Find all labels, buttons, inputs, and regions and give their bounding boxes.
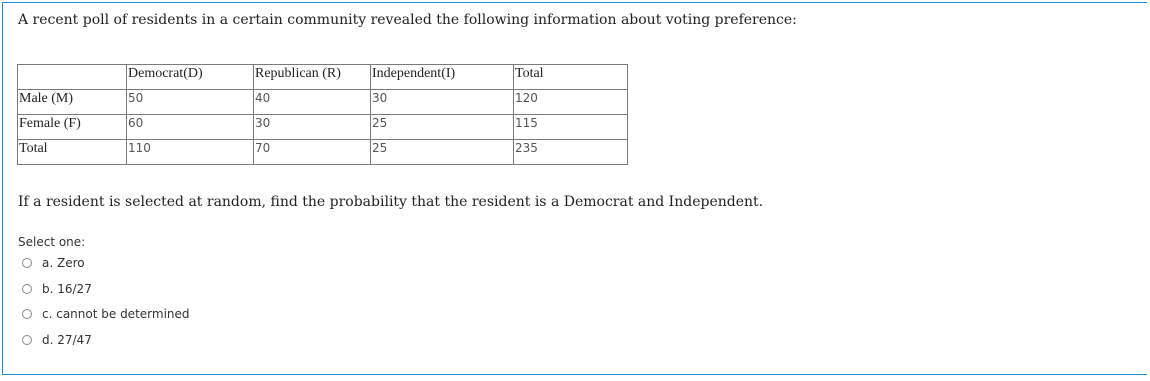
radio-button-icon[interactable]: [22, 258, 32, 268]
radio-button-icon[interactable]: [22, 309, 32, 319]
option-a[interactable]: [22, 256, 85, 270]
question-text: If a resident is selected at random, find the probability that the resident is a Democrat and Independent.: [18, 194, 764, 210]
option-label: b. 16/27: [42, 282, 92, 296]
table-cell: 70: [254, 140, 371, 165]
table-cell: 25: [371, 115, 514, 140]
intro-text: A recent poll of residents in a certain community revealed the following information about voting preference:: [18, 12, 797, 28]
table-cell: 120: [514, 90, 628, 115]
header-cell: Republican (R): [254, 65, 371, 90]
table-row: [18, 115, 628, 140]
table-cell: 25: [371, 140, 514, 165]
table-cell: 235: [514, 140, 628, 165]
table-cell: 40: [254, 90, 371, 115]
table-row: [18, 140, 628, 165]
voting-table: [17, 64, 628, 165]
header-cell: Total: [514, 65, 628, 90]
option-label: a. Zero: [42, 256, 85, 270]
table-header-row: [18, 65, 628, 90]
option-label: c. cannot be determined: [42, 307, 190, 321]
table-cell: 115: [514, 115, 628, 140]
row-label: Female (F): [18, 115, 127, 140]
header-cell: [18, 65, 127, 90]
option-b[interactable]: [22, 282, 92, 296]
radio-button-icon[interactable]: [22, 335, 32, 345]
table-row: [18, 90, 628, 115]
table-cell: 30: [254, 115, 371, 140]
table-cell: 50: [127, 90, 254, 115]
row-label: Total: [18, 140, 127, 165]
table-cell: 30: [371, 90, 514, 115]
select-one-label: Select one:: [18, 235, 86, 249]
row-label: Male (M): [18, 90, 127, 115]
header-cell: Independent(I): [371, 65, 514, 90]
option-d[interactable]: [22, 333, 92, 347]
table-cell: 110: [127, 140, 254, 165]
header-cell: Democrat(D): [127, 65, 254, 90]
radio-button-icon[interactable]: [22, 284, 32, 294]
table-cell: 60: [127, 115, 254, 140]
option-c[interactable]: [22, 307, 190, 321]
option-label: d. 27/47: [42, 333, 92, 347]
